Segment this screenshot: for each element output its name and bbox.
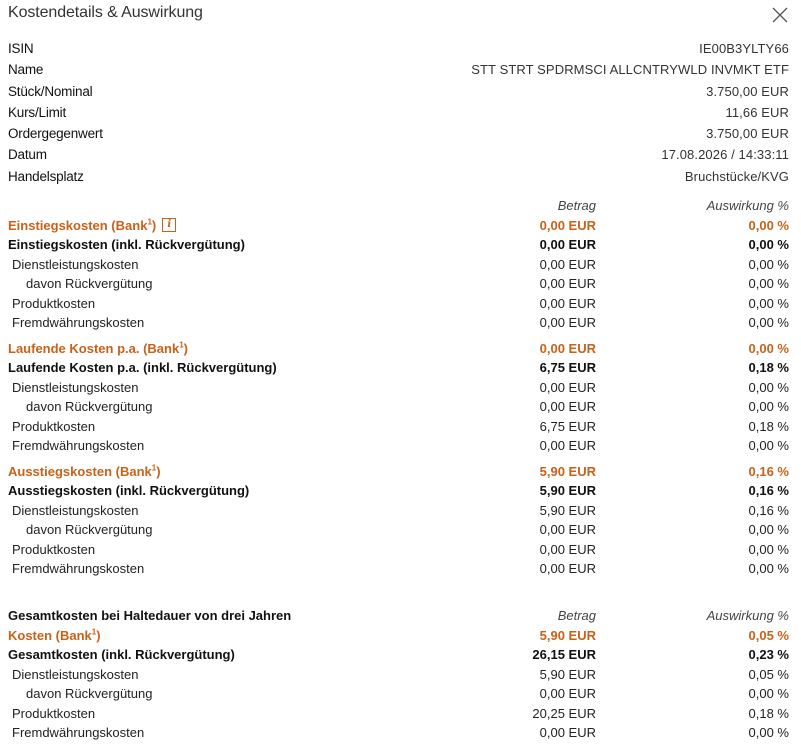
- bank-cost-label-text: Einstiegskosten (Bank: [8, 217, 148, 233]
- order-info: [8, 38, 789, 187]
- info-row-venue: [8, 166, 789, 187]
- cost-label: Produktkosten: [12, 418, 96, 434]
- bank-cost-label-text: Kosten (Bank: [8, 627, 92, 643]
- info-value: 11,66 EUR: [725, 104, 789, 120]
- info-label: Handelsplatz: [8, 168, 84, 184]
- total-cost-row-exit: [8, 481, 789, 501]
- bank-cost-label-close: ): [156, 463, 161, 479]
- cost-row: [8, 520, 789, 540]
- cost-impact: 0,00 %: [748, 522, 789, 537]
- total-cost-amount: 0,00 EUR: [539, 237, 596, 252]
- footnote-marker: 1: [91, 627, 97, 637]
- cost-amount: 0,00 EUR: [539, 438, 596, 453]
- bank-cost-impact: 0,00 %: [748, 340, 789, 356]
- cost-row: [8, 501, 789, 521]
- cost-row: [8, 665, 789, 685]
- cost-impact: 0,00 %: [748, 686, 789, 701]
- bank-cost-label: [8, 626, 101, 646]
- bank-cost-row-exit: [8, 462, 789, 482]
- info-value: 3.750,00 EUR: [706, 83, 789, 99]
- bank-cost-amount: 5,90 EUR: [539, 627, 596, 643]
- footnote-marker: 1: [147, 217, 152, 227]
- cost-label: Produktkosten: [12, 295, 96, 311]
- bank-cost-label-text: Laufende Kosten p.a. (Bank: [8, 340, 180, 356]
- bank-cost-amount: 0,00 EUR: [539, 340, 596, 356]
- column-header-row: [8, 196, 789, 216]
- info-row-name: [8, 59, 789, 80]
- total-cost-row-entry: [8, 235, 789, 255]
- bank-cost-label: [8, 216, 176, 236]
- total-cost-amount: 26,15 EUR: [532, 647, 596, 662]
- cost-label: davon Rückvergütung: [26, 276, 153, 291]
- cost-amount: 0,00 EUR: [539, 522, 596, 537]
- info-icon[interactable]: i: [162, 218, 176, 232]
- cost-amount: 0,00 EUR: [539, 295, 596, 311]
- info-value: IE00B3YLTY66: [699, 41, 789, 56]
- info-row-order-value: [8, 123, 789, 144]
- info-label: Datum: [8, 147, 47, 163]
- cost-row: [8, 723, 789, 743]
- bank-cost-row-summary: [8, 626, 789, 646]
- bank-cost-label-close: ): [151, 217, 157, 233]
- cost-amount: 20,25 EUR: [532, 705, 596, 721]
- total-cost-table: [8, 606, 789, 743]
- cost-amount: 0,00 EUR: [539, 256, 596, 272]
- total-cost-label: Einstiegskosten (inkl. Rückvergütung): [8, 237, 245, 252]
- bank-cost-row-running: [8, 339, 789, 359]
- cost-impact: 0,00 %: [748, 725, 789, 740]
- cost-impact: 0,00 %: [748, 256, 789, 272]
- cost-impact: 0,00 %: [748, 379, 789, 395]
- cost-impact: 0,18 %: [748, 418, 789, 434]
- cost-label: Dienstleistungskosten: [12, 502, 139, 518]
- cost-amount: 0,00 EUR: [539, 315, 596, 330]
- info-label: Kurs/Limit: [8, 104, 67, 120]
- cost-label: Produktkosten: [12, 541, 96, 557]
- cost-row: [8, 378, 789, 398]
- total-cost-label: Ausstiegskosten (inkl. Rückvergütung): [8, 483, 250, 498]
- info-row-quantity: [8, 81, 789, 102]
- bank-cost-label-close: ): [183, 340, 188, 356]
- cost-row: [8, 417, 789, 437]
- bank-cost-label-text: Ausstiegskosten (Bank: [8, 463, 152, 479]
- cost-row: [8, 274, 789, 294]
- cost-impact: 0,00 %: [748, 399, 789, 414]
- cost-label: Fremdwährungskosten: [12, 315, 145, 330]
- cost-amount: 0,00 EUR: [539, 686, 596, 701]
- bank-cost-amount: 0,00 EUR: [539, 217, 596, 233]
- cost-amount: 5,90 EUR: [539, 502, 596, 518]
- summary-header-row: [8, 606, 789, 626]
- cost-label: Dienstleistungskosten: [12, 666, 139, 682]
- cost-impact: 0,05 %: [748, 666, 789, 682]
- info-row-price: [8, 102, 789, 123]
- info-row-date: [8, 144, 789, 165]
- column-header-impact: Auswirkung %: [706, 608, 789, 623]
- column-header-impact: Auswirkung %: [706, 198, 789, 213]
- info-label: Name: [8, 62, 44, 78]
- total-cost-label: Laufende Kosten p.a. (inkl. Rückvergütung): [8, 360, 277, 375]
- cost-row: [8, 559, 789, 579]
- cost-label: Produktkosten: [12, 705, 96, 721]
- cost-row: [8, 436, 789, 456]
- cost-row: [8, 704, 789, 724]
- total-cost-amount: 6,75 EUR: [539, 360, 596, 375]
- total-cost-impact: 0,00 %: [748, 237, 789, 252]
- column-header-amount: Betrag: [557, 608, 596, 623]
- cost-impact: 0,00 %: [748, 438, 789, 453]
- bank-cost-impact: 0,00 %: [748, 217, 789, 233]
- bank-cost-amount: 5,90 EUR: [539, 463, 596, 479]
- total-cost-impact: 0,18 %: [748, 360, 789, 375]
- total-cost-row-running: [8, 358, 789, 378]
- cost-amount: 0,00 EUR: [539, 561, 596, 576]
- total-cost-impact: 0,23 %: [748, 647, 789, 662]
- cost-row: [8, 684, 789, 704]
- info-label: Ordergegenwert: [8, 126, 103, 142]
- info-value: 3.750,00 EUR: [706, 126, 789, 142]
- cost-label: davon Rückvergütung: [26, 522, 153, 537]
- info-value: Bruchstücke/KVG: [684, 168, 789, 184]
- total-cost-label: Gesamtkosten (inkl. Rückvergütung): [8, 647, 235, 662]
- cost-label: davon Rückvergütung: [26, 399, 153, 414]
- bank-cost-row-entry: [8, 216, 789, 236]
- total-cost-impact: 0,16 %: [748, 483, 789, 498]
- cost-impact: 0,00 %: [748, 561, 789, 576]
- info-label: Stück/Nominal: [8, 83, 93, 99]
- bank-cost-impact: 0,05 %: [748, 627, 789, 643]
- total-cost-amount: 5,90 EUR: [539, 483, 596, 498]
- cost-label: Fremdwährungskosten: [12, 438, 145, 453]
- cost-impact: 0,00 %: [748, 315, 789, 330]
- cost-row: [8, 313, 789, 333]
- bank-cost-label-close: ): [96, 627, 101, 643]
- info-row-isin: [8, 38, 789, 59]
- cost-impact: 0,18 %: [748, 705, 789, 721]
- cost-label: Fremdwährungskosten: [12, 561, 145, 576]
- cost-row: [8, 255, 789, 275]
- cost-label: Dienstleistungskosten: [12, 379, 139, 395]
- footnote-marker: 1: [151, 463, 157, 473]
- column-header-amount: Betrag: [557, 198, 596, 213]
- cost-label: Fremdwährungskosten: [12, 725, 145, 740]
- cost-amount: 0,00 EUR: [539, 541, 596, 557]
- bank-cost-impact: 0,16 %: [748, 463, 789, 479]
- info-label: ISIN: [8, 41, 34, 56]
- cost-amount: 6,75 EUR: [539, 418, 596, 434]
- total-cost-row-summary: [8, 645, 789, 665]
- bank-cost-label: [8, 339, 188, 359]
- cost-amount: 0,00 EUR: [539, 399, 596, 414]
- cost-row: [8, 540, 789, 560]
- summary-heading: Gesamtkosten bei Haltedauer von drei Jahren: [8, 608, 292, 623]
- cost-row: [8, 294, 789, 314]
- cost-label: Dienstleistungskosten: [12, 256, 139, 272]
- cost-impact: 0,00 %: [748, 541, 789, 557]
- cost-row: [8, 397, 789, 417]
- cost-amount: 5,90 EUR: [539, 666, 596, 682]
- cost-table: [8, 196, 789, 579]
- dialog-title: Kostendetails & Auswirkung: [8, 4, 203, 21]
- cost-impact: 0,16 %: [748, 502, 789, 518]
- close-icon[interactable]: [771, 6, 789, 24]
- cost-label: davon Rückvergütung: [26, 686, 153, 701]
- cost-impact: 0,00 %: [748, 276, 789, 291]
- cost-amount: 0,00 EUR: [539, 725, 596, 740]
- bank-cost-label: [8, 462, 161, 482]
- cost-impact: 0,00 %: [748, 295, 789, 311]
- footnote-marker: 1: [179, 340, 184, 350]
- cost-amount: 0,00 EUR: [539, 379, 596, 395]
- info-value: 17.08.2026 / 14:33:11: [661, 147, 789, 163]
- cost-amount: 0,00 EUR: [539, 276, 596, 291]
- info-value: STT STRT SPDRMSCI ALLCNTRYWLD INVMKT ETF: [471, 62, 789, 78]
